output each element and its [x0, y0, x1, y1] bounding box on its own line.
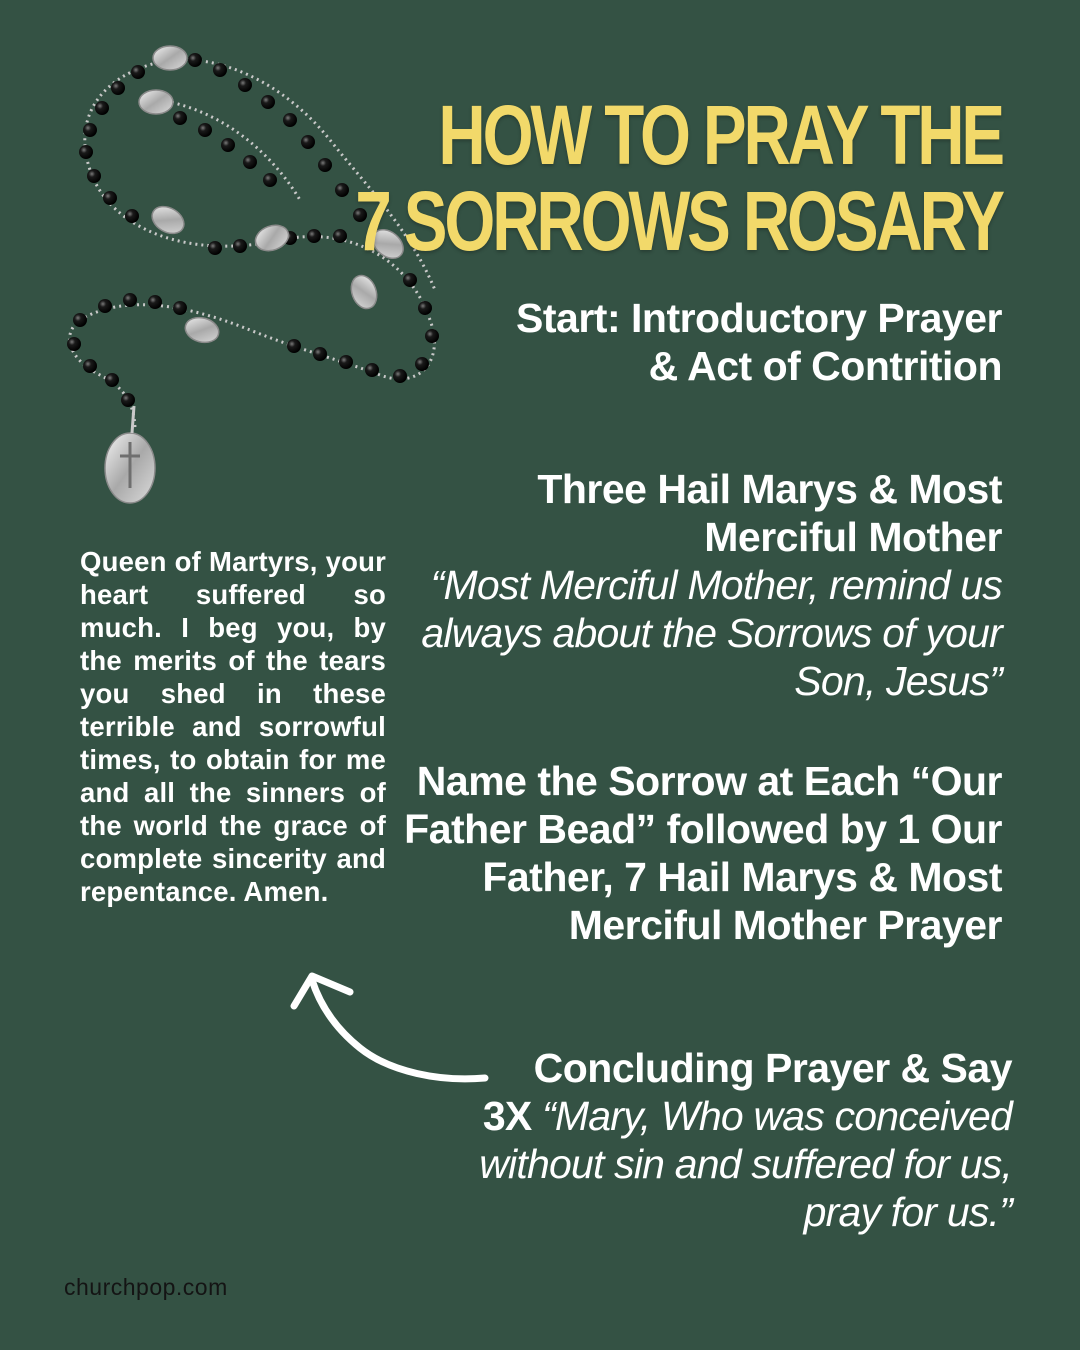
- step-three-hail-marys-heading: Three Hail Marys & Most Merciful Mother: [537, 466, 1002, 560]
- page-title: [355, 88, 1003, 268]
- curved-arrow-icon: [290, 960, 490, 1090]
- step-three-hail-marys: [402, 465, 1002, 705]
- most-merciful-mother-quote: “Most Merciful Mother, remind us always about the Sorrows of your Son, Jesus”: [421, 562, 1002, 704]
- three-times-label: 3X: [482, 1093, 532, 1139]
- title-line-1: HOW TO PRAY THE: [438, 88, 1003, 182]
- step-concluding-heading: Concluding Prayer & Say: [533, 1045, 1012, 1091]
- step-name-the-sorrow-heading: Name the Sorrow at Each “Our Father Bead” followed by 1 Our Father, 7 Hail Marys & Most Merciful Mother Prayer: [404, 758, 1002, 948]
- step-name-the-sorrow: [382, 757, 1002, 949]
- concluding-quote: “Mary, Who was conceived without sin and suffered for us, pray for us.”: [479, 1093, 1012, 1235]
- step-start-heading: Start: Introductory Prayer & Act of Contrition: [516, 295, 1002, 389]
- concluding-quote-block: [432, 1092, 1012, 1236]
- step-concluding: [432, 1044, 1012, 1236]
- queen-of-martyrs-prayer: Queen of Martyrs, your heart suffered so much. I beg you, by the merits of the tears you shed in these terrible and sorrowful times, to obtain for me and all the sinners of the world the grace of complete sincerity and repentance. Amen.: [80, 546, 386, 907]
- footer-credit: churchpop.com: [64, 1274, 228, 1300]
- title-line-2: 7 SORROWS ROSARY: [355, 174, 1002, 268]
- step-start: [482, 294, 1002, 390]
